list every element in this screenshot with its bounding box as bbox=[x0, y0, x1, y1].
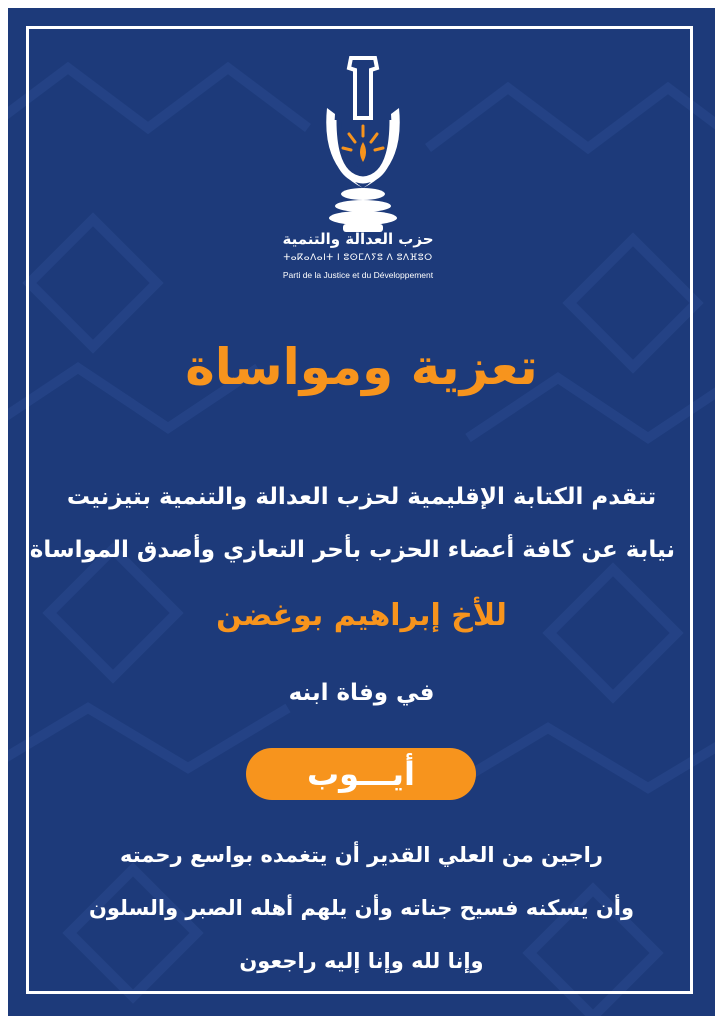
recipient-name: للأخ إبراهيم بوغضن bbox=[216, 598, 507, 633]
party-name-tifinagh: ⵜⴰⴽⴰⴷⴰⵏⵜ ⵏ ⵓⵙⵎⴷⵢⵓ ⴷ ⵓⴷⴼⵓⵔ bbox=[283, 253, 433, 263]
body-line-4: في وفاة ابنه bbox=[288, 680, 435, 706]
condolence-title: تعزية ومواساة bbox=[185, 338, 538, 396]
party-name-french: Parti de la Justice et du Développement bbox=[282, 270, 434, 280]
condolence-poster bbox=[8, 8, 715, 1016]
lamp-logo-icon bbox=[313, 48, 413, 238]
prayer-line-2: وأن يسكنه فسيح جناته وأن يلهم أهله الصبر والسلون bbox=[88, 896, 635, 920]
prayer-line-3: وإنا لله وإنا إليه راجعون bbox=[239, 949, 484, 973]
deceased-name-badge: أيـــوب bbox=[246, 748, 476, 800]
body-line-2: نيابة عن كافة أعضاء الحزب بأحر التعازي وأصدق المواساة bbox=[29, 537, 675, 563]
party-name-arabic: حزب العدالة والتنمية bbox=[282, 230, 434, 248]
body-line-1: تتقدم الكتابة الإقليمية لحزب العدالة والتنمية بتيزنيت bbox=[66, 484, 657, 510]
prayer-line-1: راجين من العلي القدير أن يتغمده بواسع رحمته bbox=[120, 843, 603, 867]
